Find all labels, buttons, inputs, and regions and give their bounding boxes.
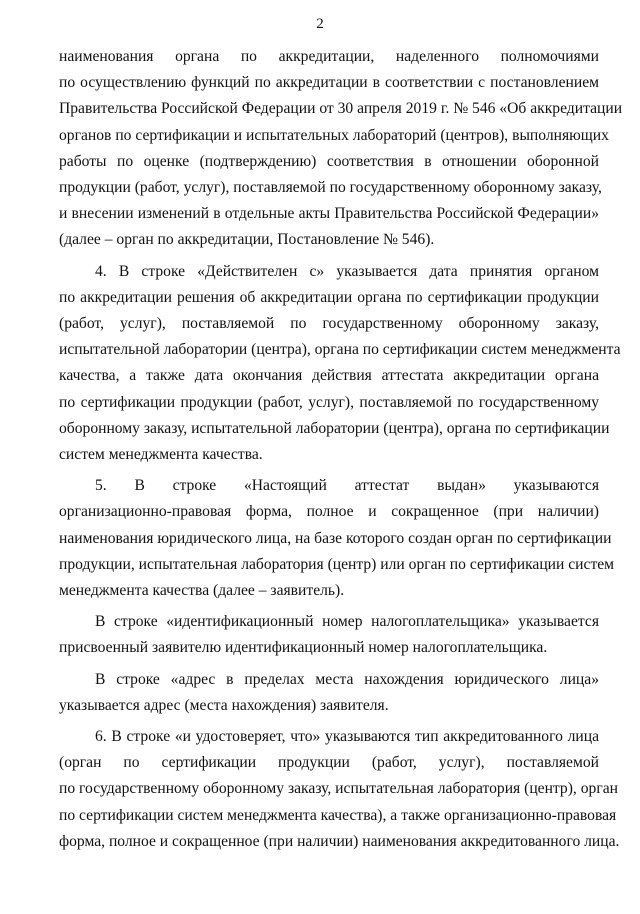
paragraph-item-4: [59, 259, 621, 469]
text-line: по сертификации продукции (работ, услуг), поставляемой по государственному: [59, 393, 599, 411]
text-line: Правительства Российской Федерации от 30 апреля 2019 г. № 546 «Об аккредитации: [59, 100, 623, 118]
page-number: 2: [316, 16, 324, 32]
document-body: [59, 44, 623, 860]
paragraph-continuation: [59, 44, 623, 254]
text-line: качества, а также дата окончания действия аттестата аккредитации органа: [59, 367, 599, 385]
text-line: 4. В строке «Действителен с» указывается дата принятия органом: [95, 262, 599, 280]
text-line: и внесении изменений в отдельные акты Правительства Российской Федерации»: [59, 205, 599, 223]
text-line: В строке «идентификационный номер налогоплательщика» указывается: [95, 613, 599, 631]
text-line: 6. В строке «и удостоверяет, что» указываются тип аккредитованного лица: [95, 728, 599, 746]
paragraph-item-6: [59, 724, 620, 855]
paragraph-address: [59, 667, 599, 719]
text-line: продукции (работ, услуг), поставляемой по государственному оборонному заказу,: [59, 179, 602, 197]
text-line: В строке «адрес в пределах места нахождения юридического лица»: [95, 670, 599, 688]
text-line: организационно-правовая форма, полное и сокращенное (при наличии): [59, 503, 599, 521]
text-line: по осуществлению функций по аккредитации в соответствии с постановлением: [59, 74, 599, 92]
text-line: испытательной лаборатории (центра), органа по сертификации систем менеджмента: [59, 341, 621, 359]
text-line: органов по сертификации и испытательных лабораторий (центров), выполняющих: [59, 126, 609, 144]
text-line: оборонному заказу, испытательной лаборатории (центра), органа по сертификации: [59, 419, 610, 437]
text-line: по государственному оборонному заказу, испытательная лаборатория (центр), орган: [59, 780, 618, 798]
text-line: наименования юридического лица, на базе которого создан орган по сертификации: [59, 529, 612, 547]
text-line: наименования органа по аккредитации, наделенного полномочиями: [59, 48, 599, 65]
text-line: форма, полное и сокращенное (при наличии) наименования аккредитованного лица.: [59, 832, 620, 850]
text-line: (работ, услуг), поставляемой по государственному оборонному заказу,: [59, 315, 599, 333]
text-line: 5. В строке «Настоящий аттестат выдан» указываются: [95, 477, 599, 495]
text-line: указывается адрес (места нахождения) заявителя.: [59, 696, 389, 714]
paragraph-item-5: [59, 473, 615, 604]
text-line: (орган по сертификации продукции (работ, услуг), поставляемой: [59, 754, 599, 772]
text-line: менеджмента качества (далее – заявитель).: [59, 582, 345, 600]
text-line: присвоенный заявителю идентификационный номер налогоплательщика.: [59, 639, 548, 657]
text-line: по аккредитации решения об аккредитации органа по сертификации продукции: [59, 288, 599, 306]
text-line: по сертификации систем менеджмента качества), а также организационно-правовая: [59, 806, 617, 824]
text-line: продукции, испытательная лаборатория (центр) или орган по сертификации систем: [59, 555, 615, 573]
paragraph-tax-id: [59, 609, 599, 661]
text-line: работы по оценке (подтверждению) соответствия в отношении оборонной: [59, 152, 599, 170]
text-line: (далее – орган по аккредитации, Постановление № 546).: [59, 231, 435, 249]
text-line: систем менеджмента качества.: [59, 446, 263, 464]
